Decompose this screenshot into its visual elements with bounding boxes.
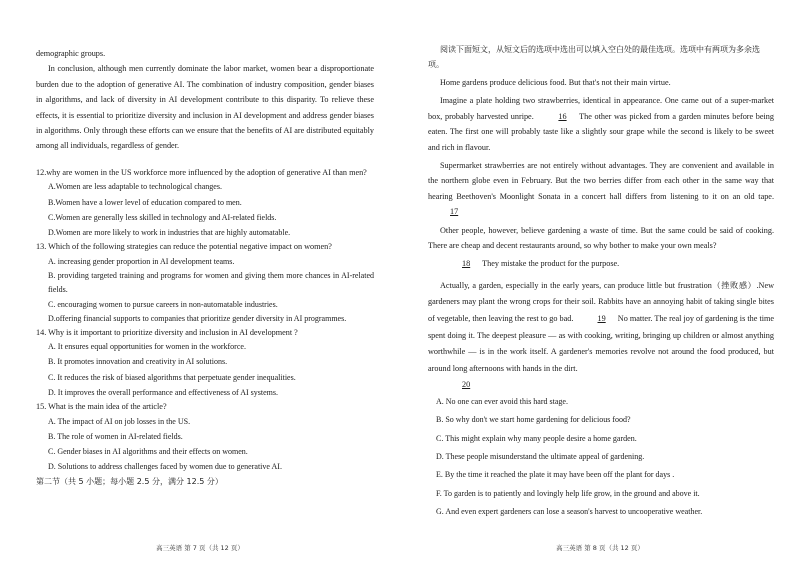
answer-option: C. This might explain why many people desire a home garden.: [436, 433, 637, 443]
page-8: [400, 0, 800, 565]
question-option: C. Gender biases in AI algorithms and their effects on women.: [48, 447, 248, 457]
paragraph-text: Imagine a plate holding two strawberries, identical in appearance. One came out of a super-market box, probably harvested unripe.: [428, 96, 774, 121]
answer-option: A. No one can ever avoid this hard stage.: [436, 396, 568, 406]
question-option: A. It ensures equal opportunities for women in the workforce.: [48, 342, 246, 352]
passage-paragraph: [428, 377, 774, 392]
page-footer: 高三英语 第 7 页（共 12 页）: [156, 544, 244, 552]
question-option: A. The impact of AI on job losses in the US.: [48, 416, 191, 426]
answer-option: F. To garden is to patiently and lovingly help life grow, in the ground and above it.: [436, 488, 700, 498]
paragraph-text: Supermarket strawberries are not entirely without advantages. They are convenient and available in the northern globe even in February. But the two berries differ from each other in the same way that hearing Beethoven's Moonlight Sonata in a concert hall differs from listening to it on an old tape.: [428, 161, 774, 201]
section-header: 第二节（共 5 小题；每小题 2.5 分，满分 12.5 分）: [36, 477, 223, 487]
question-stem: 14. Why is it important to prioritize diversity and inclusion in AI development ?: [36, 327, 298, 337]
blank-20: 20: [462, 380, 471, 390]
question-13: [36, 240, 374, 325]
blank-17: 17: [450, 207, 459, 217]
passage-paragraph: [428, 278, 774, 378]
question-option: B.Women have a lower level of education compared to men.: [48, 197, 242, 207]
passage-paragraph: Other people, however, believe gardening a waste of time. But the same could be said of cooking. There are cheap and decent restaurants around, so why bother to make your own meals?: [428, 225, 774, 251]
question-option: D.Women are more likely to work in industries that are highly automatable.: [48, 228, 291, 238]
paragraph-text: Actually, a garden, especially in the early years, can produce little but frustration（挫败感）.New gardeners may plant the wrong crops for their soil. Rabbits have an annoying habit of taking single bites of vegetable, then leaving the rest to go bad.: [428, 280, 774, 324]
question-option: D.offering financial supports to companies that prioritize gender diversity in AI programmes.: [48, 313, 347, 323]
passage-paragraph: [428, 93, 774, 155]
paragraph-text: They mistake the product for the purpose.: [482, 259, 620, 269]
question-15: [36, 400, 374, 474]
answer-option: D. These people misunderstand the ultimate appeal of gardening.: [436, 452, 645, 462]
question-option: C. It reduces the risk of biased algorithms that perpetuate gender inequalities.: [48, 372, 296, 382]
question-option: C. encouraging women to pursue careers in non-automatable industries.: [48, 299, 278, 309]
question-stem: 13. Which of the following strategies can reduce the potential negative impact on women?: [36, 242, 332, 252]
blank-18: 18: [462, 259, 471, 269]
question-12: [36, 166, 374, 240]
paragraph-text: The other was picked from a garden minutes before being eaten. The first one will probably taste like a slightly sour grape while the second is likely to be sweet and rich in flavour.: [428, 111, 774, 152]
instruction: 阅读下面短文，从短文后的选项中选出可以填入空白处的最佳选项。选项中有两项为多余选项。: [428, 45, 760, 69]
blank-16: 16: [558, 111, 567, 121]
answer-option: B. So why don't we start home gardening for delicious food?: [436, 415, 631, 425]
paragraph-text: No matter. The real joy of gardening is the time spent doing it. The deepest pleasure — as with cooking, writing, bringing up children or almost anything worthwhile — is in the work itself. A gardener's memories revolve not around the food produced, but around long afternoons with hands in the dirt.: [428, 314, 774, 373]
blank-19: 19: [597, 314, 606, 324]
page-footer: 高三英语 第 8 页（共 12 页）: [556, 544, 644, 552]
passage-paragraph: Home gardens produce delicious food. But that's not their main virtue.: [440, 78, 671, 87]
question-option: A. increasing gender proportion in AI development teams.: [48, 256, 235, 266]
question-option: D. Solutions to address challenges faced by women due to generative AI.: [48, 462, 282, 472]
question-option: B. providing targeted training and programs for women and giving them more chances in AI-related fields.: [48, 271, 374, 294]
page-8-content: [400, 42, 800, 522]
question-option: D. It improves the overall performance and effectiveness of AI systems.: [48, 387, 278, 397]
question-stem: 15. What is the main idea of the article?: [36, 402, 167, 412]
page-7-content: [0, 46, 400, 489]
question-stem: 12.why are women in the US workforce more influenced by the adoption of generative AI than men?: [36, 167, 367, 177]
question-option: B. It promotes innovation and creativity in AI solutions.: [48, 357, 228, 367]
answer-options: [428, 393, 774, 522]
answer-option: G. And even expert gardeners can lose a season's harvest to uncooperative weather.: [436, 507, 703, 517]
question-option: C.Women are generally less skilled in technology and AI-related fields.: [48, 212, 277, 222]
passage-paragraph: [428, 256, 774, 271]
passage-continuation: demographic groups.: [36, 49, 106, 58]
question-option: A.Women are less adaptable to technological changes.: [48, 182, 222, 192]
question-option: B. The role of women in AI-related fields.: [48, 431, 183, 441]
passage-conclusion: In conclusion, although men currently dominate the labor market, women bear a disproportionate burden due to the adoption of generative AI. The combination of industry composition, gender biases in algorithms, and lack of diversity in AI development contribute to this disparity. To relieve these effects, it is essential to prioritize diversity and inclusion in AI development and address gender biases in algorithms. Only through these efforts can we ensure that the benefits of AI are distributed equitably among all individuals, regardless of gender.: [36, 64, 374, 151]
question-14: [36, 326, 374, 400]
passage-paragraph: [428, 158, 774, 220]
answer-option: E. By the time it reached the plate it may have been off the plant for days .: [436, 470, 675, 480]
